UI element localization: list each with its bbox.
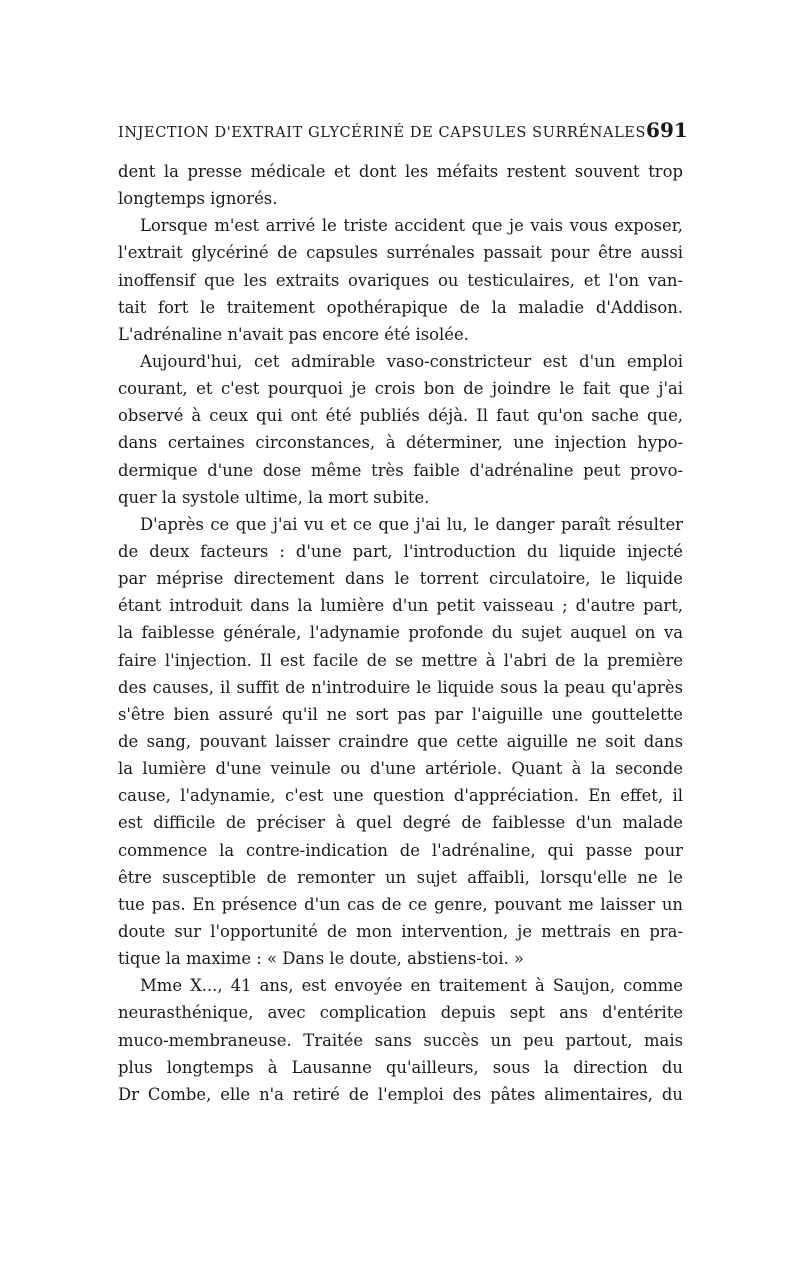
text-line: de deux facteurs : d'une part, l'introduction du liquide injecté (118, 541, 683, 561)
text-line: s'être bien assuré qu'il ne sort pas par l'aiguille une gouttelette (118, 704, 683, 724)
text-line: étant introduit dans la lumière d'un petit vaisseau ; d'autre part, (118, 596, 683, 616)
text-line: dans certaines circonstances, à déterminer, une injection hypo- (118, 433, 683, 453)
text-line: cause, l'adynamie, c'est une question d'appréciation. En effet, il (118, 786, 683, 806)
text-line: des causes, il suffit de n'introduire le liquide sous la peau qu'après (118, 677, 683, 697)
text-line: quer la systole ultime, la mort subite. (118, 487, 430, 507)
text-line: D'après ce que j'ai vu et ce que j'ai lu, le danger paraît résulter (140, 514, 683, 534)
text-line: observé à ceux qui ont été publiés déjà. Il faut qu'on sache que, (118, 406, 683, 426)
text-line: tue pas. En présence d'un cas de ce genre, pouvant me laisser un (118, 894, 683, 914)
text-line: la faiblesse générale, l'adynamie profonde du sujet auquel on va (118, 623, 683, 643)
text-line: Dr Combe, elle n'a retiré de l'emploi des pâtes alimentaires, du (118, 1084, 683, 1104)
text-line: tique la maxime : « Dans le doute, abstiens-toi. » (118, 949, 524, 969)
text-line: neurasthénique, avec complication depuis sept ans d'entérite (118, 1003, 683, 1023)
text-line: est difficile de préciser à quel degré de faiblesse d'un malade (118, 813, 683, 833)
text-line: L'adrénaline n'avait pas encore été isolée. (118, 324, 469, 344)
running-header (118, 118, 688, 142)
text-line: commence la contre-indication de l'adrénaline, qui passe pour (118, 840, 683, 860)
text-line: Aujourd'hui, cet admirable vaso-constricteur est d'un emploi (140, 351, 683, 371)
page-number: 691 (646, 118, 688, 142)
text-line: inoffensif que les extraits ovariques ou testiculaires, et l'on van- (118, 270, 683, 290)
running-title: INJECTION D'EXTRAIT GLYCÉRINÉ DE CAPSULES SURRÉNALES (118, 125, 647, 141)
text-line: longtemps ignorés. (118, 189, 278, 209)
text-line: dent la presse médicale et dont les méfaits restent souvent trop (118, 162, 683, 181)
text-line: de sang, pouvant laisser craindre que cette aiguille ne soit dans (118, 731, 683, 751)
text-line: par méprise directement dans le torrent circulatoire, le liquide (118, 569, 683, 589)
text-line: courant, et c'est pourquoi je crois bon de joindre le fait que j'ai (118, 379, 683, 399)
text-line: être susceptible de remonter un sujet affaibli, lorsqu'elle ne le (118, 867, 683, 887)
text-line: doute sur l'opportunité de mon intervention, je mettrais en pra- (118, 921, 683, 941)
text-line: Mme X..., 41 ans, est envoyée en traitement à Saujon, comme (140, 976, 683, 996)
text-line: Lorsque m'est arrivé le triste accident que je vais vous exposer, (140, 216, 683, 236)
text-line: tait fort le traitement opothérapique de la maladie d'Addison. (118, 297, 683, 317)
text-line: l'extrait glycériné de capsules surrénales passait pour être aussi (118, 243, 683, 263)
text-line: plus longtemps à Lausanne qu'ailleurs, sous la direction du (118, 1057, 683, 1077)
text-line: dermique d'une dose même très faible d'adrénaline peut provo- (118, 460, 683, 480)
body-text (118, 158, 683, 1108)
text-line: muco-membraneuse. Traitée sans succès un peu partout, mais (118, 1030, 683, 1050)
text-line: faire l'injection. Il est facile de se mettre à l'abri de la première (118, 650, 683, 670)
text-line: la lumière d'une veinule ou d'une artériole. Quant à la seconde (118, 759, 683, 779)
